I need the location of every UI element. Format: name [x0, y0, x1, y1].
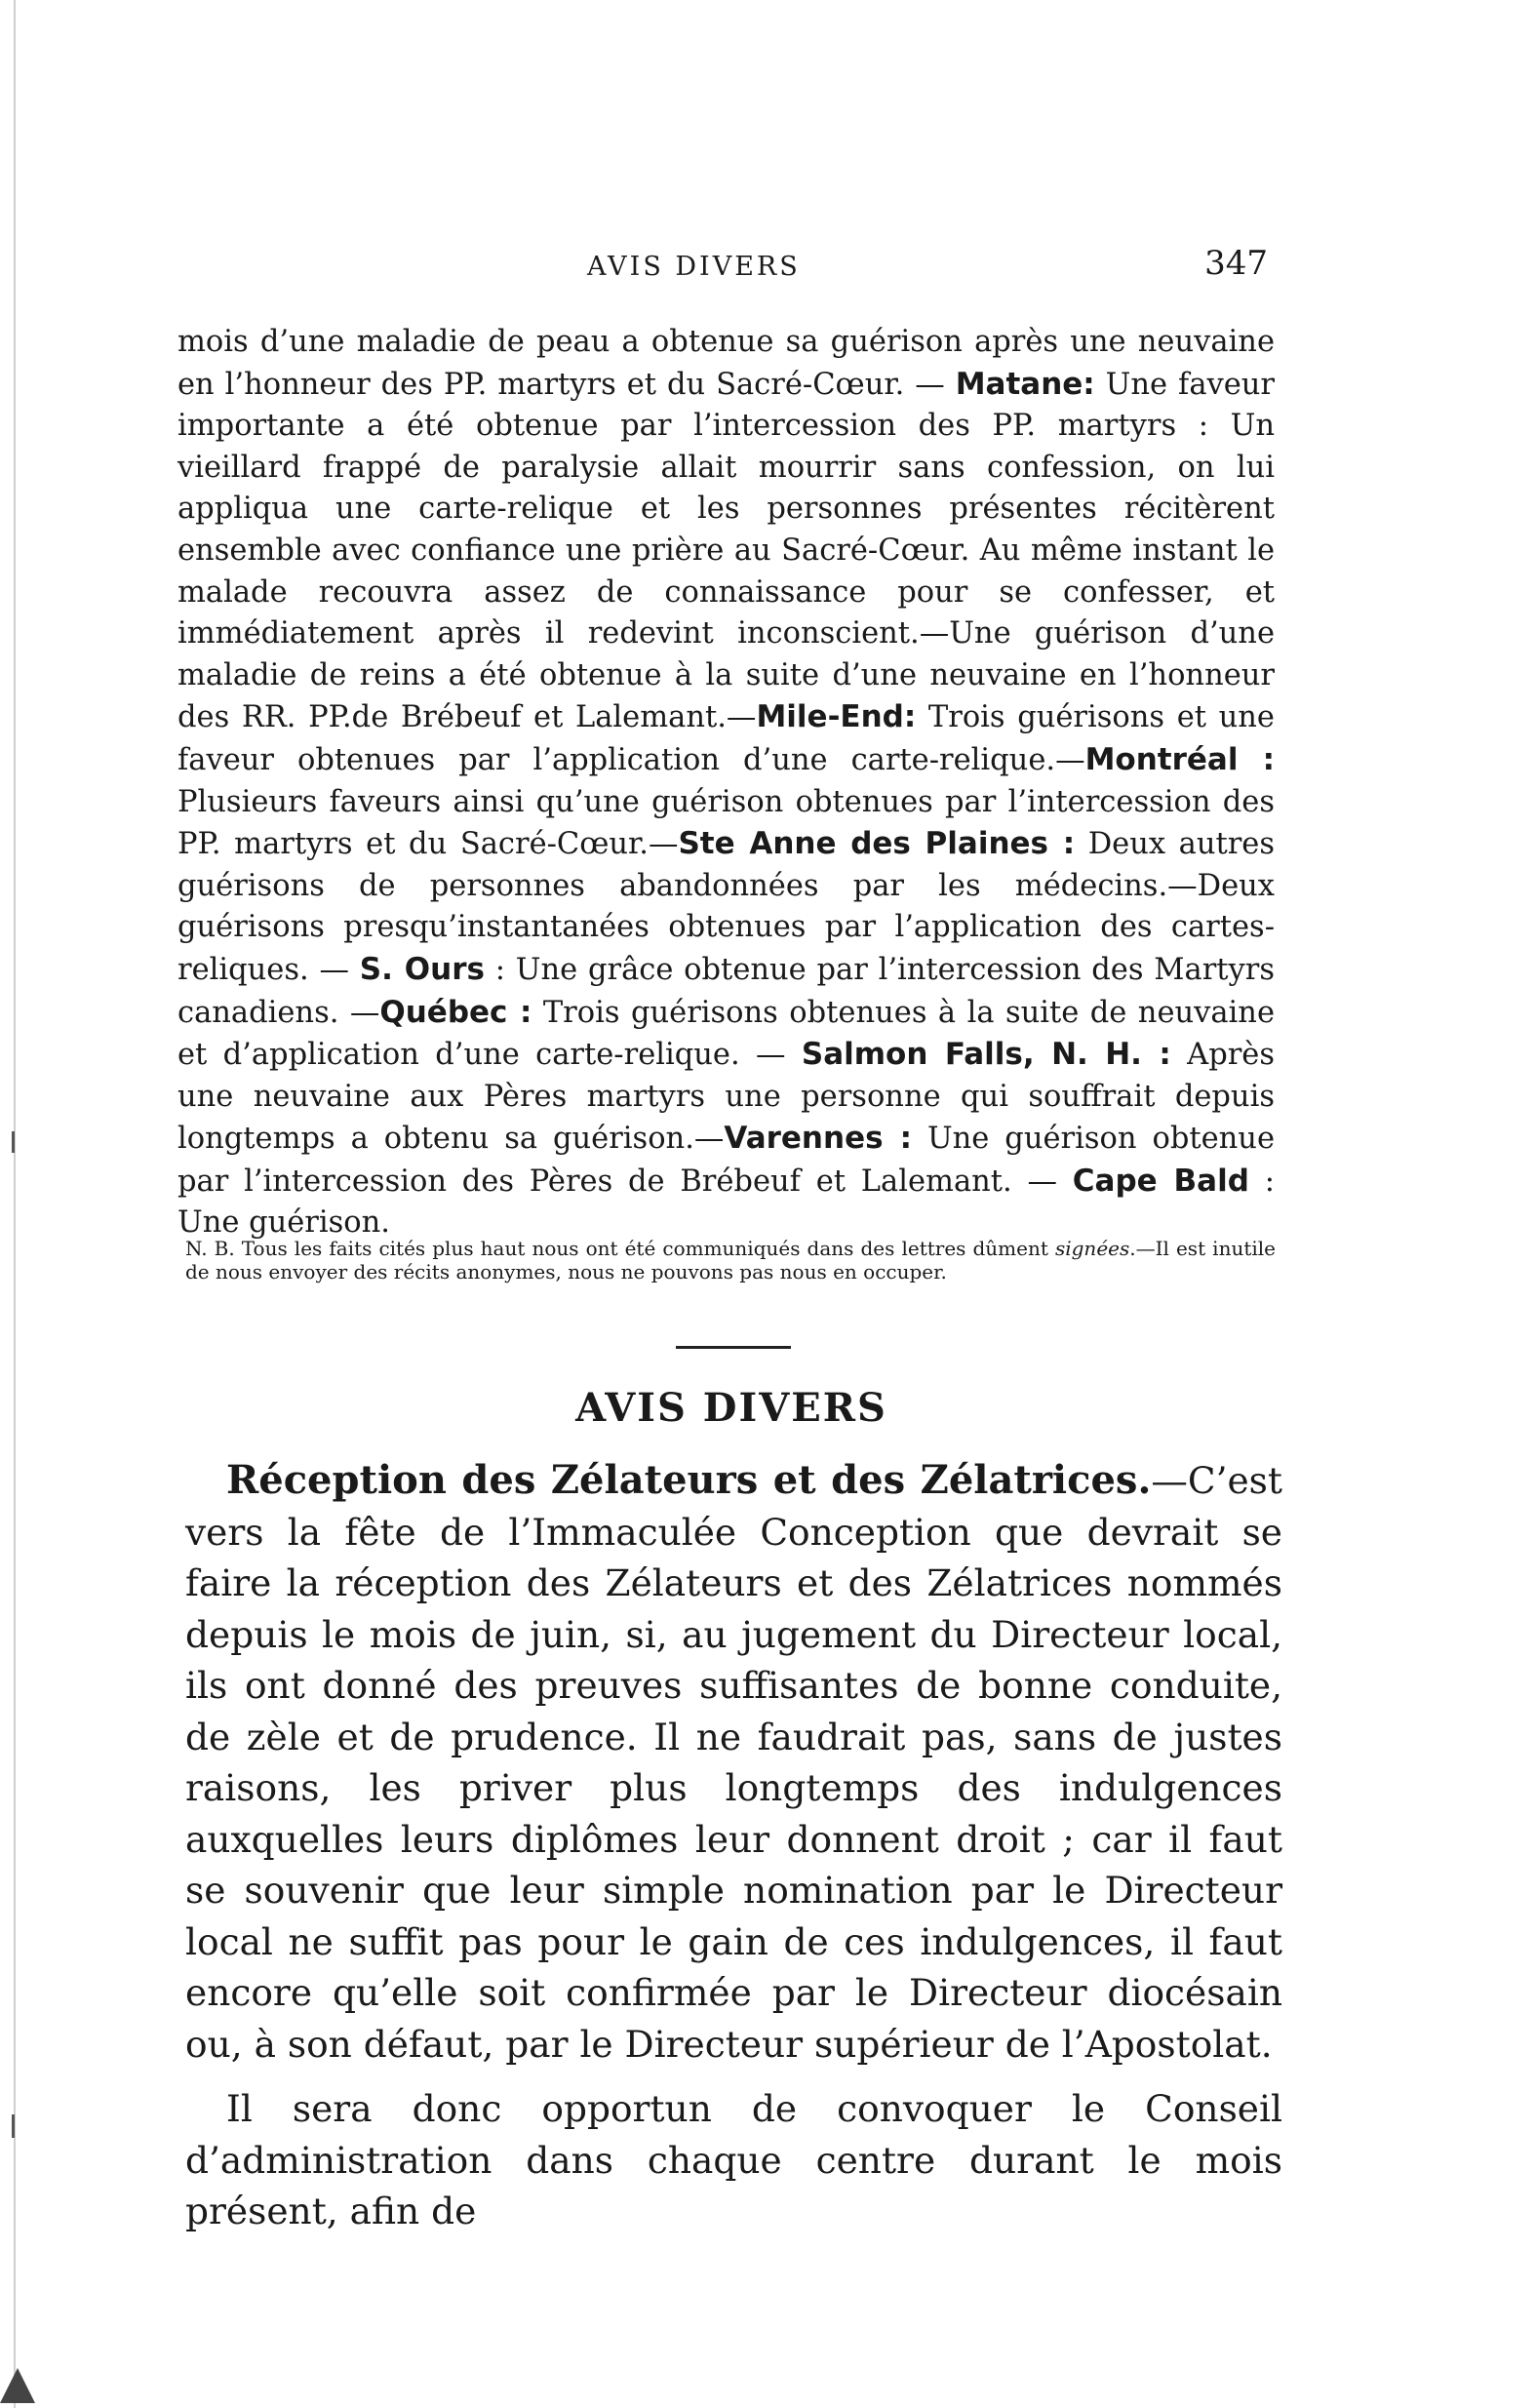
- footnote: [185, 1237, 1276, 1283]
- note-text: N. B. Tous les faits cités plus haut nous ont été communiqués dans des lettres dûment: [185, 1237, 1055, 1260]
- page-header: [185, 244, 1278, 293]
- section-divider: [676, 1346, 791, 1349]
- graces-paragraph: [177, 322, 1275, 1244]
- text-run: Deux autres guérisons de personnes abandonnées par les médecins.—Deux guérisons presqu’instantanées obtenues par l’application des cartes-reliques. —: [177, 827, 1276, 987]
- text-run: Trois guérisons obtenues à la suite de neuvaine et d’application d’une carte-relique. —: [177, 995, 1275, 1073]
- text-run: Une faveur importante a été obtenue par l’intercession des PP. martyrs : Un vieillard frappé de paralysie allait mourrir sans confession, on lui appliqua une carte-relique et les personnes présentes récitèrent ensemble avec confiance une prière au Sacré-Cœur. Au même instant le malade recouvra assez de connaissance pour se confesser, et immédiatement après il redevint inconscient.—Une guérison d’une maladie de reins a été obtenue à la suite d’une neuvaine en l’honneur des RR. PP.de Brébeuf et Lalemant.—: [177, 367, 1276, 735]
- location-label: Mile-End:: [756, 699, 917, 735]
- paragraph-text: Il sera donc opportun de convoquer le Conseil d’administration dans chaque centre durant le mois présent, afin de: [185, 2087, 1282, 2232]
- corner-blot: [0, 2368, 35, 2403]
- page-edge-line: [14, 0, 16, 2408]
- location-label: S. Ours: [359, 951, 485, 987]
- location-label: Québec :: [379, 994, 532, 1030]
- text-run: mois d’une maladie de peau a obtenue sa guérison après une neuvaine en l’honneur des PP. martyrs et du Sacré-Cœur. —: [177, 325, 1275, 402]
- location-label: Varennes :: [724, 1121, 912, 1157]
- running-head: AVIS DIVERS: [587, 252, 801, 282]
- text-run: Trois guérisons et une faveur obtenues par l’application d’une carte-relique.—: [177, 700, 1275, 777]
- location-label: Matane:: [955, 366, 1095, 402]
- paragraph: [185, 2083, 1282, 2237]
- paragraph-lead: Réception des Zélateurs et des Zélatrices.: [226, 1457, 1152, 1503]
- margin-mark: [12, 2114, 15, 2138]
- text-run: : Une guérison.: [177, 1164, 1275, 1241]
- location-label: Cape Bald: [1072, 1163, 1249, 1199]
- location-label: Salmon Falls, N. H. :: [801, 1037, 1171, 1073]
- note-text: .—Il est inutile de nous envoyer des récits anonymes, nous ne pouvons pas nous en occuper.: [185, 1237, 1276, 1283]
- margin-mark: [12, 1131, 15, 1153]
- location-label: Ste Anne des Plaines :: [678, 826, 1076, 862]
- paragraph: [185, 1455, 1282, 2070]
- location-label: Montréal :: [1084, 741, 1275, 777]
- text-run: Plusieurs faveurs ainsi qu’une guérison obtenues par l’intercession des PP. martyrs et du Sacré-Cœur.—: [177, 784, 1275, 862]
- text-run: Après une neuvaine aux Pères martyrs une personne qui souffrait depuis longtemps a obtenu sa guérison.—: [177, 1038, 1275, 1157]
- section-body: [185, 1455, 1282, 2237]
- text-run: Une guérison obtenue par l’intercession des Pères de Brébeuf et Lalemant. —: [177, 1122, 1275, 1199]
- note-italic: signées: [1054, 1237, 1130, 1260]
- section-title: AVIS DIVERS: [575, 1385, 887, 1431]
- paragraph-text: —C’est vers la fête de l’Immaculée Conception que devrait se faire la réception des Zélateurs et des Zélatrices nommés depuis le mois de juin, si, au jugement du Directeur local, ils ont donné des preuves suffisantes de bonne conduite, de zèle et de prudence. Il ne faudrait pas, sans de justes raisons, les priver plus longtemps des indulgences auxquelles leurs diplômes leur donnent droit ; car il faut se souvenir que leur simple nomination par le Directeur local ne suffit pas pour le gain de ces indulgences, il faut encore qu’elle soit confirmée par le Directeur diocésain ou, à son défaut, par le Directeur supérieur de l’Apostolat.: [185, 1459, 1282, 2066]
- text-run: : Une grâce obtenue par l’intercession des Martyrs canadiens. —: [177, 952, 1276, 1030]
- page-number: 347: [1204, 244, 1268, 283]
